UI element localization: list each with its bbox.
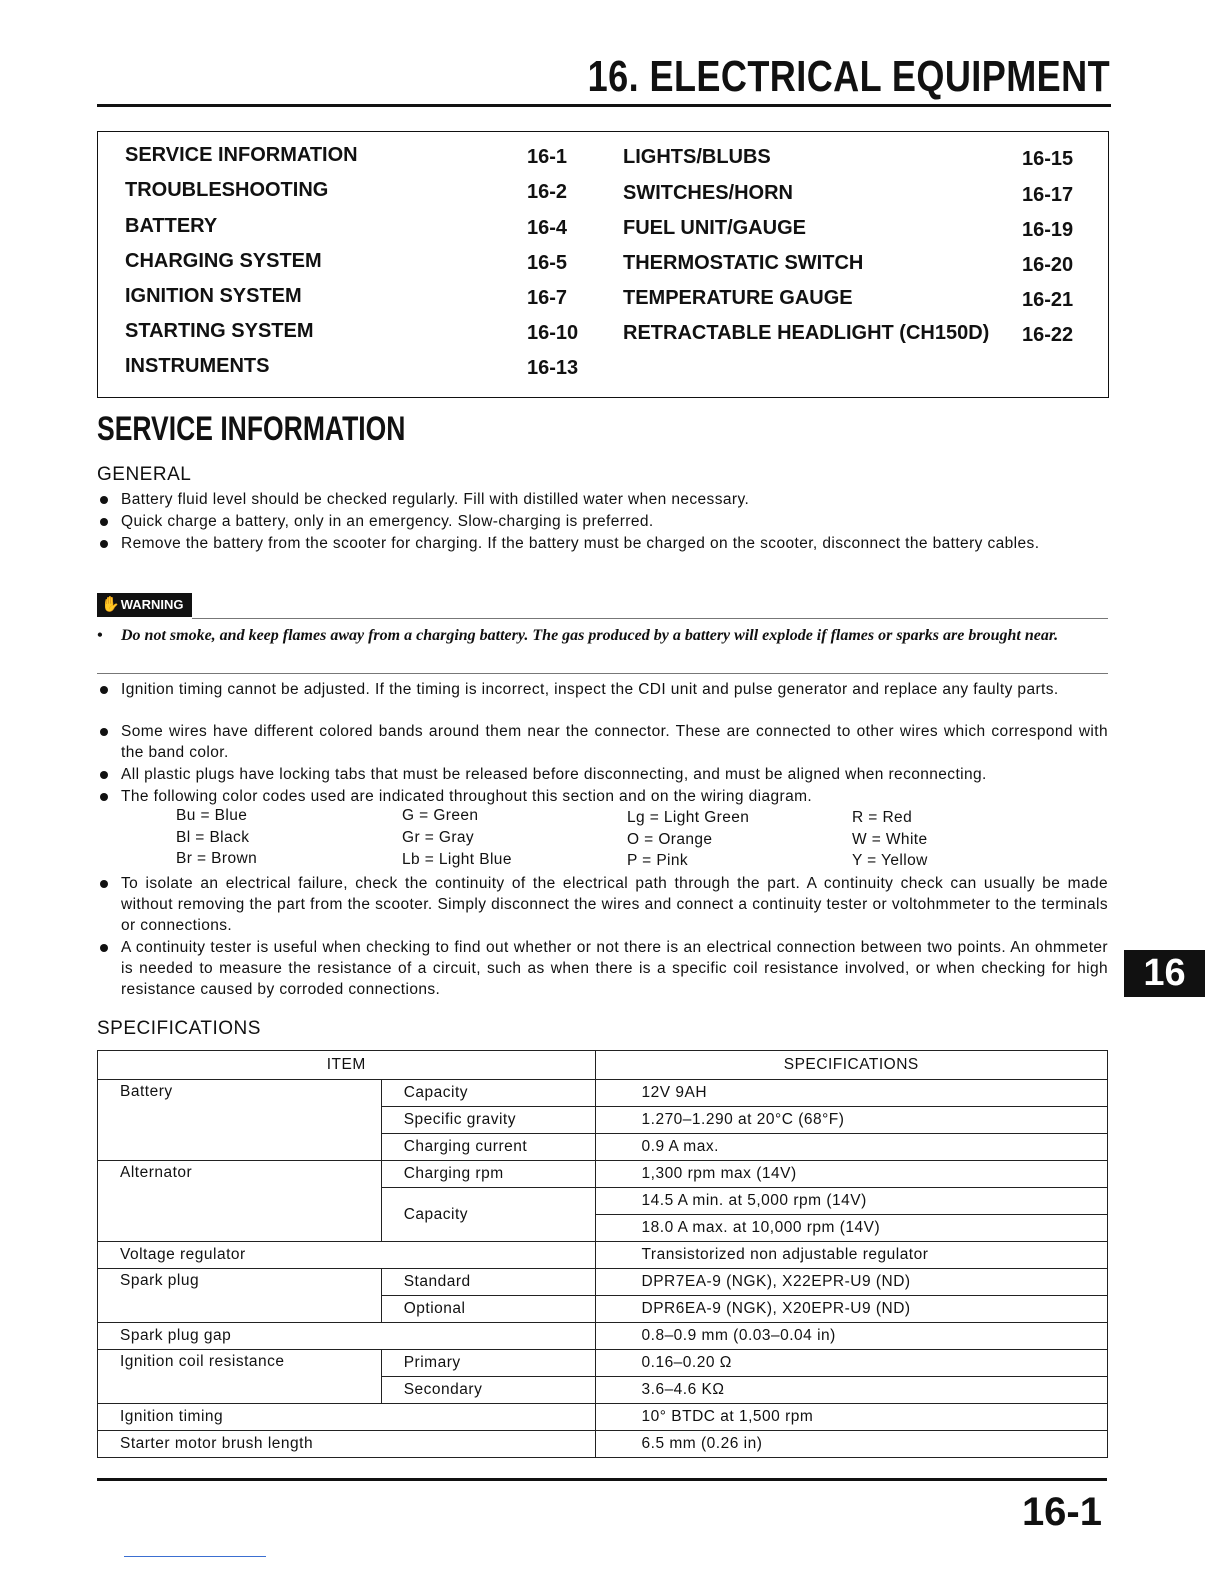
list-item-text: Quick charge a battery, only in an emergency. Slow-charging is preferred. (121, 513, 654, 530)
column-header-item: ITEM (98, 1051, 596, 1080)
list-item (100, 721, 1108, 763)
warning-text-block (97, 625, 1109, 646)
toc-page-service-information: 16-1 (527, 146, 568, 168)
toc-page-thermostatic-switch: 16-20 (1022, 254, 1074, 276)
table-cell: 1,300 rpm max (14V) (595, 1161, 1107, 1188)
list-item (100, 533, 1108, 554)
toc-item-ignition-system[interactable]: IGNITION SYSTEM (125, 285, 302, 307)
table-row (98, 1431, 1108, 1458)
color-code: Lb = Light Blue (402, 851, 512, 868)
list-item (100, 937, 1108, 1000)
list-item-text: Battery fluid level should be checked regularly. Fill with distilled water when necessary. (121, 491, 750, 508)
bullet-icon (100, 518, 108, 526)
header-rule (97, 104, 1111, 107)
column-header-specifications: SPECIFICATIONS (595, 1051, 1107, 1080)
toc-item-charging-system[interactable]: CHARGING SYSTEM (125, 250, 322, 272)
table-cell: Secondary (381, 1377, 595, 1404)
specifications-table (97, 1050, 1108, 1458)
bullet-icon (100, 880, 108, 888)
bullet-icon (100, 944, 108, 952)
color-code: Lg = Light Green (627, 809, 750, 826)
chapter-tab[interactable]: 16 (1124, 950, 1205, 997)
color-code: G = Green (402, 807, 479, 824)
table-cell: Specific gravity (381, 1107, 595, 1134)
toc-item-troubleshooting[interactable]: TROUBLESHOOTING (125, 179, 329, 201)
toc-page-battery: 16-4 (527, 217, 568, 239)
section-heading: SERVICE INFORMATION (97, 410, 406, 448)
bullet-icon (100, 728, 108, 736)
toc-item-thermostatic-switch[interactable]: THERMOSTATIC SWITCH (623, 252, 864, 274)
table-of-contents (97, 131, 1109, 398)
page-number: 16-1 (1021, 1490, 1102, 1534)
table-cell: Ignition timing (98, 1404, 596, 1431)
warning-badge (97, 593, 192, 617)
toc-page-lights-bulbs: 16-15 (1022, 148, 1074, 170)
toc-item-switches-horn[interactable]: SWITCHES/HORN (623, 182, 793, 204)
list-item-text: The following color codes used are indicated throughout this section and on the wiring diagram. (121, 788, 813, 805)
color-code: Bl = Black (176, 829, 250, 846)
toc-item-instruments[interactable]: INSTRUMENTS (125, 355, 270, 377)
table-cell: Optional (381, 1296, 595, 1323)
toc-page-temperature-gauge: 16-21 (1022, 289, 1074, 311)
bullet-icon (100, 686, 108, 694)
bullet-icon (100, 793, 108, 801)
table-cell: 0.9 A max. (595, 1134, 1107, 1161)
table-cell: Transistorized non adjustable regulator (595, 1242, 1107, 1269)
list-item-text: All plastic plugs have locking tabs that must be released before disconnecting, and must be aligned when reconnecting. (121, 766, 987, 783)
list-item-text: To isolate an electrical failure, check the continuity of the electrical path through the part. A continuity check can usually be made without removing the part from the scooter. Simply disconnect the wires and connect a continuity tester or voltohmmeter to the terminals or connections. (121, 875, 1108, 934)
table-row (98, 1350, 1108, 1377)
list-item (100, 873, 1108, 936)
toc-page-switches-horn: 16-17 (1022, 184, 1074, 206)
list-item (100, 786, 1108, 807)
bullet-icon (100, 496, 108, 504)
divider (192, 618, 1108, 619)
list-item (100, 764, 1108, 785)
general-heading: GENERAL (97, 464, 192, 485)
table-row (98, 1242, 1108, 1269)
table-cell: Alternator (98, 1161, 382, 1242)
warning-bullet: • (97, 627, 103, 644)
table-cell: 18.0 A max. at 10,000 rpm (14V) (595, 1215, 1107, 1242)
color-code: Y = Yellow (852, 852, 928, 869)
toc-page-charging-system: 16-5 (527, 252, 568, 274)
table-cell: Primary (381, 1350, 595, 1377)
toc-item-service-information[interactable]: SERVICE INFORMATION (125, 144, 358, 166)
toc-page-instruments: 16-13 (527, 357, 579, 379)
list-item-text: Remove the battery from the scooter for charging. If the battery must be charged on the scooter, disconnect the battery cables. (121, 535, 1040, 552)
table-cell: 1.270–1.290 at 20°C (68°F) (595, 1107, 1107, 1134)
table-cell: 0.16–0.20 Ω (595, 1350, 1107, 1377)
toc-page-troubleshooting: 16-2 (527, 181, 568, 203)
color-code: R = Red (852, 809, 913, 826)
table-cell: Ignition coil resistance (98, 1350, 382, 1404)
list-item-text: Some wires have different colored bands around them near the connector. These are connected to other wires which correspond with the band color. (121, 723, 1108, 761)
table-row (98, 1323, 1108, 1350)
table-cell: 0.8–0.9 mm (0.03–0.04 in) (595, 1323, 1107, 1350)
color-code: Br = Brown (176, 850, 258, 867)
color-code: Bu = Blue (176, 807, 248, 824)
table-row (98, 1080, 1108, 1107)
warning-text: Do not smoke, and keep flames away from a charging battery. The gas produced by a battery will explode if flames or sparks are brought near. (121, 627, 1059, 644)
table-cell: 3.6–4.6 KΩ (595, 1377, 1107, 1404)
toc-item-battery[interactable]: BATTERY (125, 215, 218, 237)
table-row (98, 1404, 1108, 1431)
table-cell: DPR7EA-9 (NGK), X22EPR-U9 (ND) (595, 1269, 1107, 1296)
chapter-title: 16. ELECTRICAL EQUIPMENT (587, 52, 1110, 101)
table-cell: Capacity (381, 1080, 595, 1107)
table-cell: 10° BTDC at 1,500 rpm (595, 1404, 1107, 1431)
toc-page-fuel-unit-gauge: 16-19 (1022, 219, 1074, 241)
table-cell: Battery (98, 1080, 382, 1161)
color-code: Gr = Gray (402, 829, 475, 846)
list-item-text: Ignition timing cannot be adjusted. If the timing is incorrect, inspect the CDI unit and pulse generator and replace any faulty parts. (121, 681, 1059, 698)
list-item (100, 679, 1108, 700)
table-cell: Capacity (381, 1188, 595, 1242)
toc-item-starting-system[interactable]: STARTING SYSTEM (125, 320, 314, 342)
toc-item-fuel-unit-gauge[interactable]: FUEL UNIT/GAUGE (623, 217, 806, 239)
table-cell: Charging current (381, 1134, 595, 1161)
divider (97, 673, 1108, 674)
hand-icon: ✋ (101, 596, 120, 613)
table-cell: Spark plug gap (98, 1323, 596, 1350)
table-cell: 12V 9AH (595, 1080, 1107, 1107)
list-item (100, 511, 1108, 532)
table-cell: Voltage regulator (98, 1242, 596, 1269)
footer-rule (97, 1478, 1107, 1481)
bullet-icon (100, 771, 108, 779)
warning-label: WARNING (120, 597, 184, 612)
toc-item-retractable-headlight[interactable]: RETRACTABLE HEADLIGHT (CH150D) (623, 322, 990, 344)
table-cell: DPR6EA-9 (NGK), X20EPR-U9 (ND) (595, 1296, 1107, 1323)
table-cell: 14.5 A min. at 5,000 rpm (14V) (595, 1188, 1107, 1215)
bullet-icon (100, 540, 108, 548)
list-item-text: A continuity tester is useful when checking to find out whether or not there is an electrical connection between two points. An ohmmeter is needed to measure the resistance of a circuit, such as when there is a specific coil resistance involved, or when checking for high resistance caused by corroded connections. (121, 939, 1108, 998)
toc-page-retractable-headlight: 16-22 (1022, 324, 1074, 346)
table-cell: Spark plug (98, 1269, 382, 1323)
table-cell: Standard (381, 1269, 595, 1296)
color-code: W = White (852, 831, 928, 848)
table-header-row (98, 1051, 1108, 1080)
toc-item-lights-bulbs[interactable]: LIGHTS/BLUBS (623, 146, 771, 168)
list-item (100, 489, 1108, 510)
toc-page-ignition-system: 16-7 (527, 287, 568, 309)
footer-link-underline[interactable] (124, 1556, 266, 1557)
table-row (98, 1269, 1108, 1296)
table-cell: Charging rpm (381, 1161, 595, 1188)
toc-page-starting-system: 16-10 (527, 322, 579, 344)
specifications-heading: SPECIFICATIONS (97, 1018, 261, 1039)
table-cell: 6.5 mm (0.26 in) (595, 1431, 1107, 1458)
color-code: P = Pink (627, 852, 689, 869)
table-row (98, 1161, 1108, 1188)
color-code: O = Orange (627, 831, 713, 848)
toc-item-temperature-gauge[interactable]: TEMPERATURE GAUGE (623, 287, 853, 309)
table-cell: Starter motor brush length (98, 1431, 596, 1458)
